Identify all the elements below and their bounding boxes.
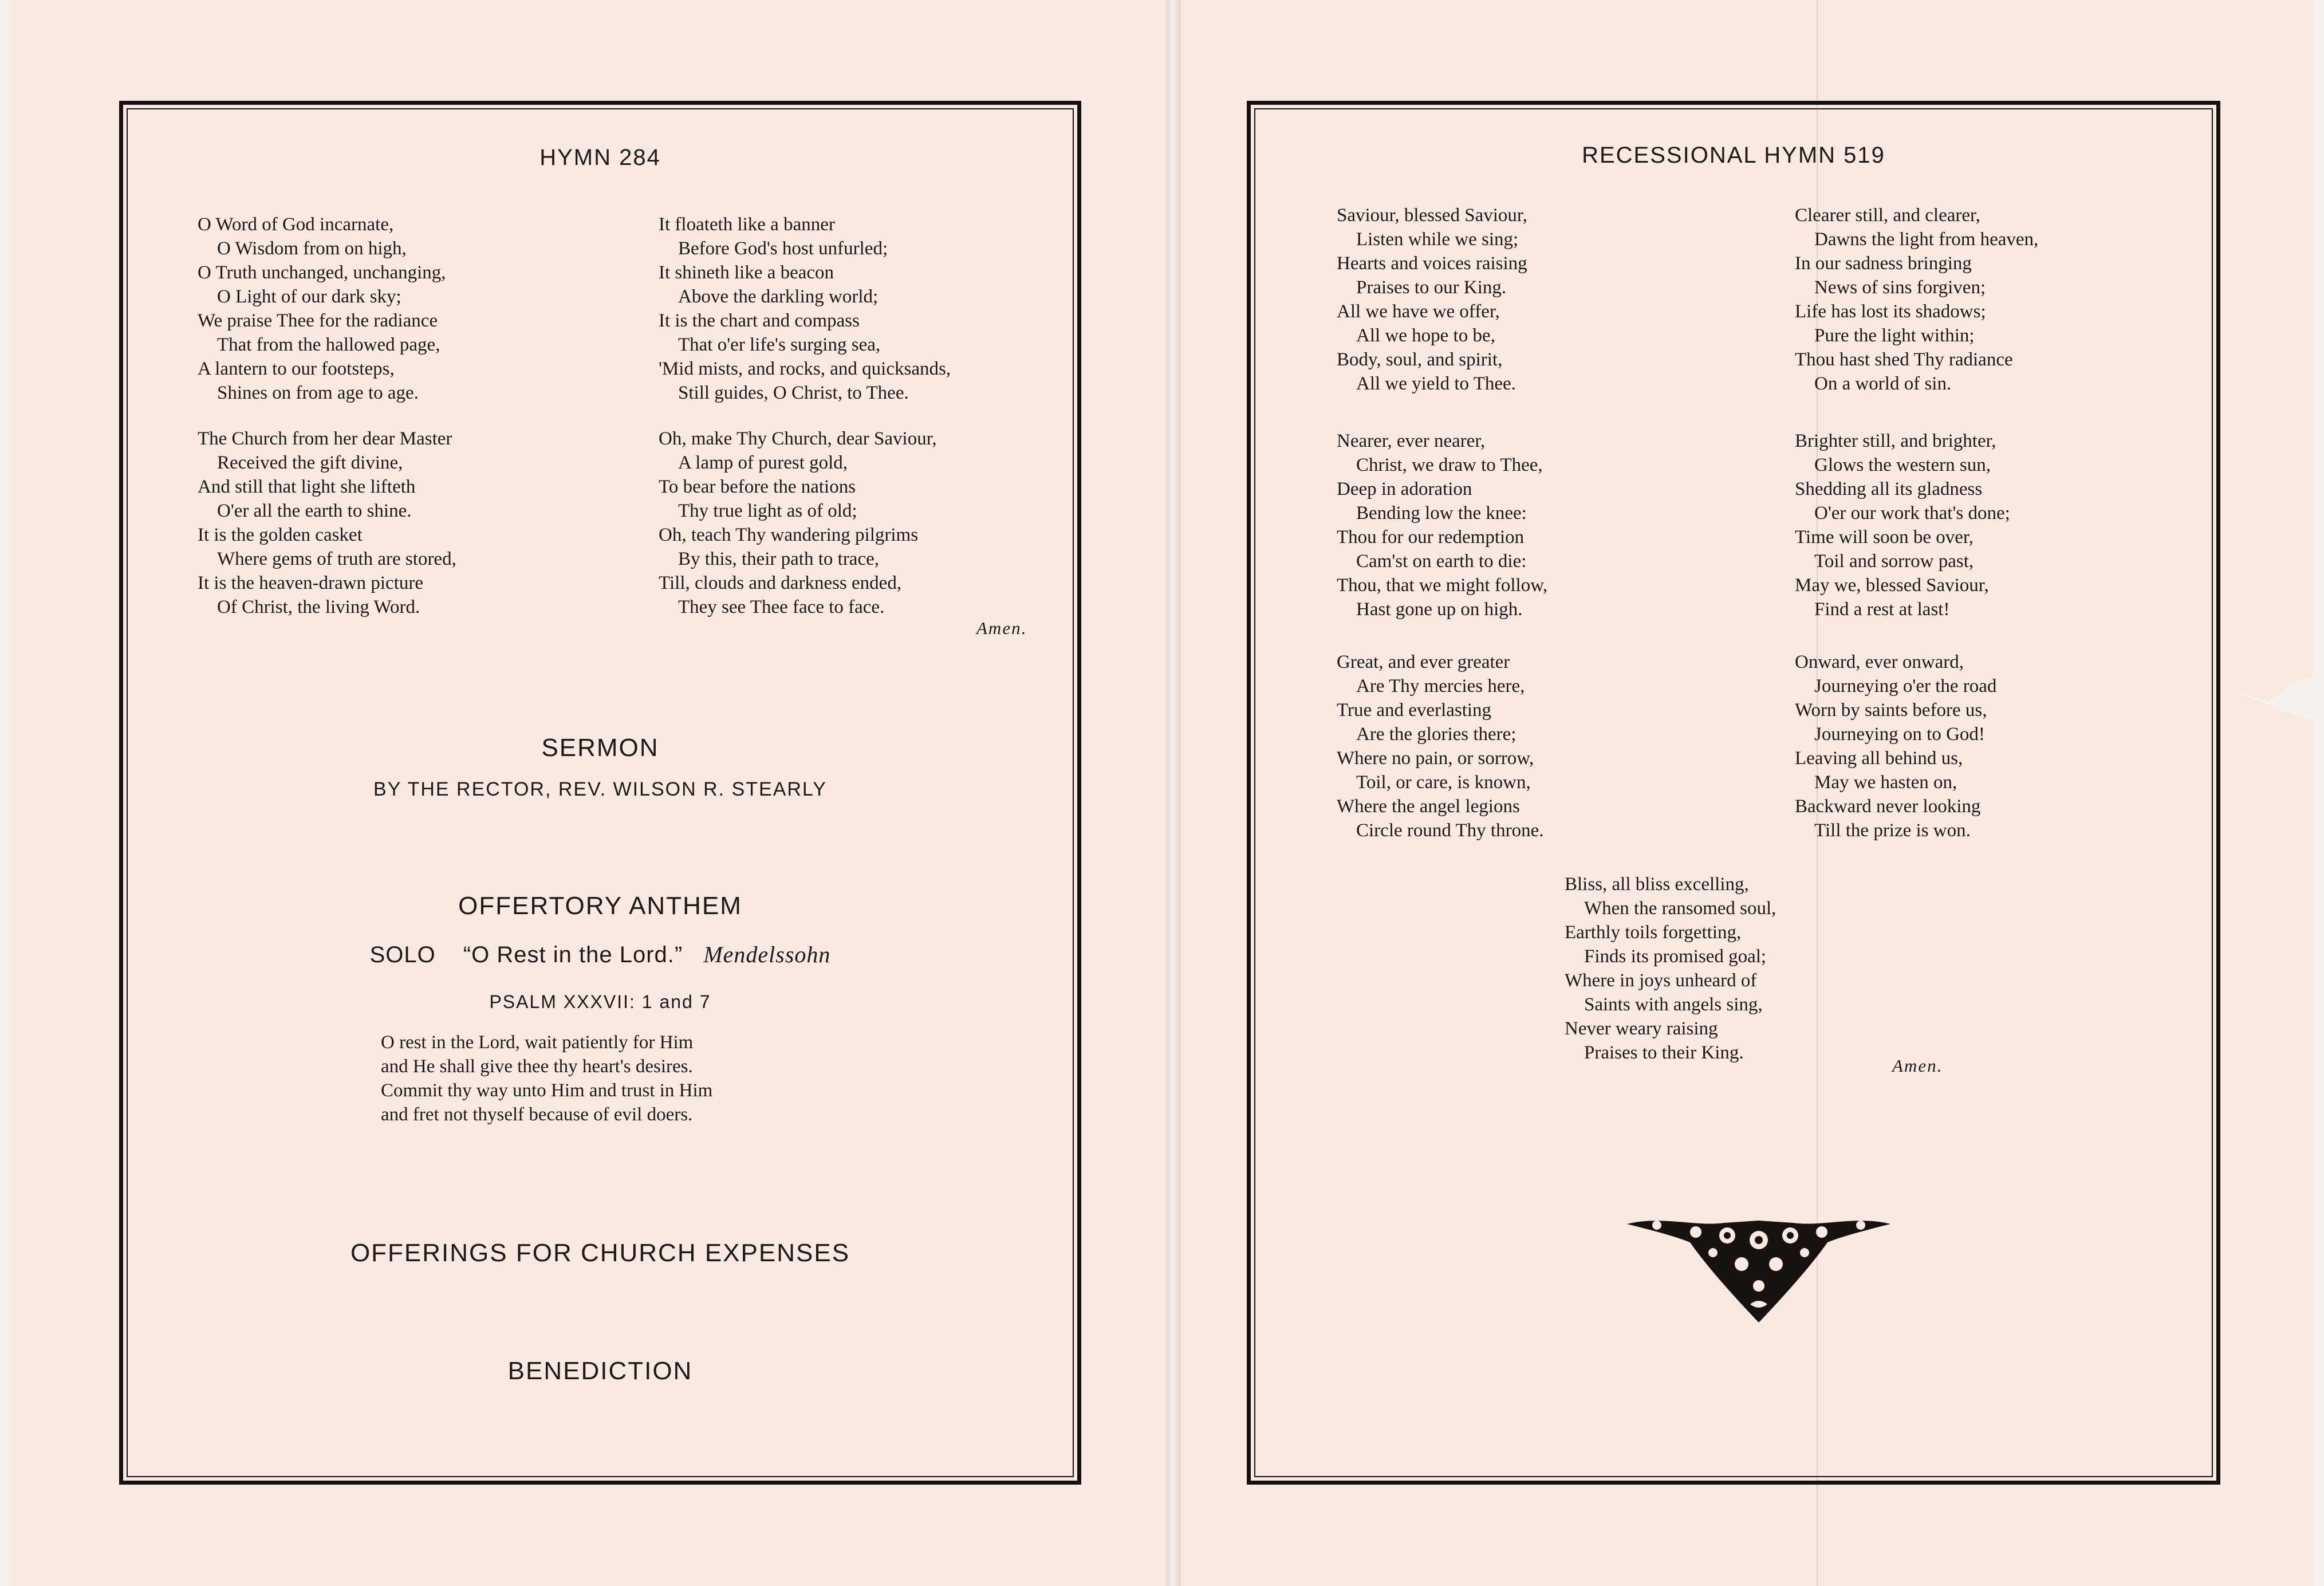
verse-line: Finds its promised goal; xyxy=(1584,946,1767,967)
verse-line: Of Christ, the living Word. xyxy=(217,597,420,617)
verse-line: That from the hallowed page, xyxy=(217,334,440,355)
verse-line: Before God's host unfurled; xyxy=(678,238,888,259)
verse-line: Life has lost its shadows; xyxy=(1795,301,1986,322)
verse-line: O Wisdom from on high, xyxy=(217,238,407,259)
verse-line: O Truth unchanged, unchanging, xyxy=(198,262,446,283)
verse-line: All we have we offer, xyxy=(1337,301,1500,322)
verse-line: It shineth like a beacon xyxy=(659,262,834,283)
verse-line: Time will soon be over, xyxy=(1795,527,1974,548)
verse-line: Above the darkling world; xyxy=(678,286,879,307)
benediction-title: BENEDICTION xyxy=(507,1357,693,1385)
verse-line: All we hope to be, xyxy=(1356,325,1495,346)
verse-line: We praise Thee for the radiance xyxy=(198,310,438,331)
verse-line: Saviour, blessed Saviour, xyxy=(1337,205,1527,226)
verse-line: Body, soul, and spirit, xyxy=(1337,349,1503,370)
solo-label: SOLO xyxy=(369,942,436,967)
hymn-284-stanza-2 xyxy=(198,427,456,619)
verse-line: Onward, ever onward, xyxy=(1795,652,1964,672)
hymn-519-final-stanza xyxy=(1565,872,1776,1065)
verse-line: Where the angel legions xyxy=(1337,796,1520,817)
hymn-284-stanza-3 xyxy=(659,212,951,405)
verse-line: Saints with angels sing, xyxy=(1584,994,1763,1015)
hymn-519-stanza-2 xyxy=(1337,429,1547,621)
verse-line: Shines on from age to age. xyxy=(217,383,419,403)
verse-line: Find a rest at last! xyxy=(1814,599,1950,620)
verse-line: A lamp of purest gold, xyxy=(678,452,848,473)
verse-line: O'er our work that's done; xyxy=(1814,503,2010,524)
verse-line: Hast gone up on high. xyxy=(1356,599,1523,620)
verse-line: Shedding all its gladness xyxy=(1795,479,1983,499)
verse-line: Earthly toils forgetting, xyxy=(1565,922,1742,943)
verse-line: 'Mid mists, and rocks, and quicksands, xyxy=(659,359,951,379)
verse-line: Till the prize is won. xyxy=(1814,820,1971,841)
sermon-title: SERMON xyxy=(541,734,659,762)
verse-line: Bliss, all bliss excelling, xyxy=(1565,874,1749,895)
offerings-title: OFFERINGS FOR CHURCH EXPENSES xyxy=(350,1239,850,1267)
offertory-title: OFFERTORY ANTHEM xyxy=(458,892,742,920)
hymn-519-stanza-4 xyxy=(1795,203,2038,396)
verse-line: Till, clouds and darkness ended, xyxy=(659,573,902,593)
psalm-line: and fret not thyself because of evil doers. xyxy=(381,1104,693,1125)
verse-line: It is the chart and compass xyxy=(659,310,860,331)
verse-line: Oh, teach Thy wandering pilgrims xyxy=(659,525,919,545)
verse-line: It floateth like a banner xyxy=(659,214,835,235)
verse-line: Journeying o'er the road xyxy=(1814,676,1997,696)
hymn-284-amen: Amen. xyxy=(976,618,1027,638)
verse-line: Bending low the knee: xyxy=(1356,503,1527,524)
verse-line: Brighter still, and brighter, xyxy=(1795,431,1996,451)
verse-line: Toil, or care, is known, xyxy=(1356,772,1531,793)
verse-line: Glows the western sun, xyxy=(1814,455,1991,475)
verse-line: Where in joys unheard of xyxy=(1565,970,1757,991)
verse-line: Clearer still, and clearer, xyxy=(1795,205,1980,226)
hymn-284-stanza-4 xyxy=(659,427,937,619)
solo-line xyxy=(123,941,1077,968)
hymn-519-stanza-6 xyxy=(1795,650,1996,843)
verse-line: On a world of sin. xyxy=(1814,373,1952,394)
verse-line: When the ransomed soul, xyxy=(1584,898,1777,919)
verse-line: Praises to their King. xyxy=(1584,1042,1744,1063)
verse-line: By this, their path to trace, xyxy=(678,549,879,569)
hymn-519-stanza-3 xyxy=(1337,650,1544,843)
verse-line: And still that light she lifteth xyxy=(198,477,416,497)
psalm-text xyxy=(381,1030,712,1127)
verse-line: Thou for our redemption xyxy=(1337,527,1525,548)
verse-line: O'er all the earth to shine. xyxy=(217,501,412,521)
verse-line: True and everlasting xyxy=(1337,700,1492,721)
right-page-frame xyxy=(1247,101,2220,1485)
sermon-byline: BY THE RECTOR, REV. WILSON R. STEARLY xyxy=(373,778,827,800)
verse-line: Listen while we sing; xyxy=(1356,229,1519,250)
verse-line: All we yield to Thee. xyxy=(1356,373,1516,394)
verse-line: May we, blessed Saviour, xyxy=(1795,575,1989,596)
hymn-519-stanza-1 xyxy=(1337,203,1527,396)
verse-line: Toil and sorrow past, xyxy=(1814,551,1974,572)
verse-line: Cam'st on earth to die: xyxy=(1356,551,1527,572)
center-fold xyxy=(1166,0,1181,1586)
verse-line: A lantern to our footsteps, xyxy=(198,359,395,379)
verse-line: Are Thy mercies here, xyxy=(1356,676,1525,696)
verse-line: Christ, we draw to Thee, xyxy=(1356,455,1543,475)
verse-line: Hearts and voices raising xyxy=(1337,253,1527,274)
verse-line: Are the glories there; xyxy=(1356,724,1516,745)
verse-line: Pure the light within; xyxy=(1814,325,1975,346)
solo-title: “O Rest in the Lord.” xyxy=(463,942,683,967)
verse-line: That o'er life's surging sea, xyxy=(678,334,881,355)
verse-line: It is the golden casket xyxy=(198,525,363,545)
verse-line: Dawns the light from heaven, xyxy=(1814,229,2039,250)
verse-line: Circle round Thy throne. xyxy=(1356,820,1544,841)
hymn-284-title: HYMN 284 xyxy=(539,145,661,170)
composer: Mendelssohn xyxy=(703,942,831,967)
psalm-line: O rest in the Lord, wait patiently for Him xyxy=(381,1032,694,1053)
verse-line: Where no pain, or sorrow, xyxy=(1337,748,1534,769)
psalm-line: and He shall give thee thy heart's desires. xyxy=(381,1056,693,1077)
verse-line: The Church from her dear Master xyxy=(198,428,452,449)
verse-line: May we hasten on, xyxy=(1814,772,1957,793)
verse-line: They see Thee face to face. xyxy=(678,597,885,617)
verse-line: In our sadness bringing xyxy=(1795,253,1972,274)
left-page-frame xyxy=(119,101,1081,1485)
verse-line: Leaving all behind us, xyxy=(1795,748,1963,769)
verse-line: Nearer, ever nearer, xyxy=(1337,431,1486,451)
recessional-hymn-title: RECESSIONAL HYMN 519 xyxy=(1582,143,1885,168)
hymn-519-stanza-5 xyxy=(1795,429,2010,621)
hymn-519-amen: Amen. xyxy=(1892,1056,1943,1076)
verse-line: Still guides, O Christ, to Thee. xyxy=(678,383,909,403)
verse-line: Thou, that we might follow, xyxy=(1337,575,1548,596)
verse-line: Backward never looking xyxy=(1795,796,1981,817)
verse-line: Thou hast shed Thy radiance xyxy=(1795,349,2013,370)
verse-line: Never weary raising xyxy=(1565,1018,1718,1039)
verse-line: Deep in adoration xyxy=(1337,479,1472,499)
verse-line: Praises to our King. xyxy=(1356,277,1507,298)
verse-line: Journeying on to God! xyxy=(1814,724,1985,745)
verse-line: Received the gift divine, xyxy=(217,452,403,473)
verse-line: Great, and ever greater xyxy=(1337,652,1510,672)
verse-line: O Word of God incarnate, xyxy=(198,214,394,235)
verse-line: O Light of our dark sky; xyxy=(217,286,401,307)
verse-line: It is the heaven-drawn picture xyxy=(198,573,424,593)
verse-line: To bear before the nations xyxy=(659,477,856,497)
verse-line: Thy true light as of old; xyxy=(678,501,857,521)
psalm-reference: PSALM XXXVII: 1 and 7 xyxy=(489,991,711,1012)
psalm-line: Commit thy way unto Him and trust in Him xyxy=(381,1080,713,1101)
verse-line: News of sins forgiven; xyxy=(1814,277,1986,298)
hymn-284-stanza-1 xyxy=(198,212,446,405)
paper-tear xyxy=(2234,676,2314,722)
floral-ornament-icon xyxy=(1627,1213,1890,1327)
verse-line: Worn by saints before us, xyxy=(1795,700,1987,721)
verse-line: Where gems of truth are stored, xyxy=(217,549,456,569)
verse-line: Oh, make Thy Church, dear Saviour, xyxy=(659,428,937,449)
